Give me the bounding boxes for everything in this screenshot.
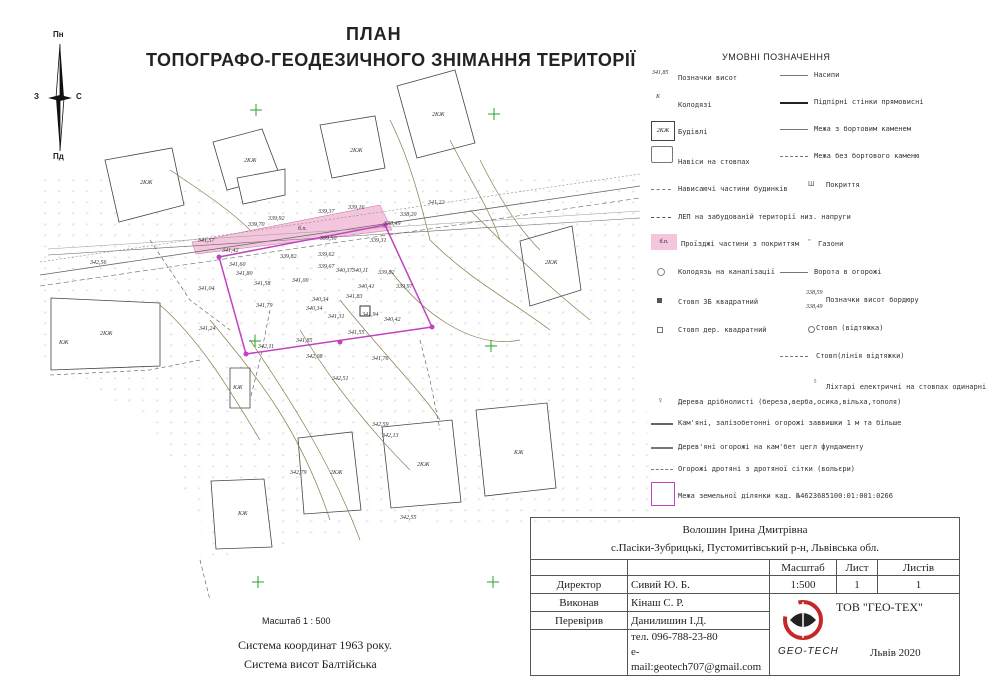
height-label: 341,04 [198,286,215,292]
height-label: 338,20 [400,212,417,218]
scale-text: Масштаб 1 : 500 [262,616,331,626]
legend-sample-wire-fence [651,469,673,470]
legend-sample: 338,49 [806,304,823,310]
legend-sample-wood-fence [651,447,673,449]
lawn-icon: " [808,238,811,247]
height-label: 341,79 [256,303,273,309]
building-label: 2КЖ [417,462,430,468]
legend-item-guy-pole: Стовп (відтяжка) [816,324,884,332]
building-label: КЖ [514,450,524,456]
height-label: 342,79 [290,470,307,476]
sheets-value: 1 [878,576,960,594]
concrete-pole-icon [657,298,662,303]
compass-north-label: Пн [53,30,64,39]
director-label: Директор [531,576,628,594]
legend-item-canopies: Навіси на стовпах [678,158,750,166]
executed-name: Кінаш С. Р. [628,594,770,612]
height-label: 340,34 [306,306,323,312]
legend-sample-parcel-boundary [651,482,675,506]
scale-value: 1:500 [770,576,837,594]
building-label: 2КЖ [140,180,153,186]
height-label: 339,82 [378,270,395,276]
legend-sample-stone-fence [651,423,673,425]
compass-east-label: С [76,92,82,101]
phone: тел. 096-788-23-80 [631,631,718,643]
city-year: Львів 2020 [870,647,921,659]
legend-sample-road: б.п. [651,234,677,250]
height-label: 342,13 [382,433,399,439]
legend-sample: К [656,94,660,100]
height-label: 339,37 [318,209,335,215]
height-label: 342,56 [90,260,107,266]
height-label: 338,49 [384,221,401,227]
height-label: 342,59 [372,422,389,428]
height-label: 340,42 [384,317,401,323]
height-label: 342,11 [258,344,275,350]
height-label: 341,31 [328,314,345,320]
title-block [530,517,960,676]
sewer-well-icon [657,268,665,276]
height-label: 341,85 [296,338,313,344]
building-label: 2КЖ [545,260,558,266]
map-title: ПЛАН [346,24,402,44]
legend-item-lawns: Газони [818,240,844,248]
height-label: 339,16 [348,205,365,211]
legend-sample-retaining-wall [780,102,808,104]
building [320,116,385,178]
checked-label: Перевірив [531,612,628,630]
height-label: 341,58 [254,281,271,287]
road-label: б.п. [298,226,308,232]
legend-sample-embankment [780,75,808,76]
height-label: 341,00 [292,278,309,284]
height-label: 341,57 [198,238,215,244]
legend-sample-no-curb [780,156,808,157]
compass-south-label: Пд [53,152,64,161]
legend-item-pavement: Покриття [826,181,860,189]
director-name: Сивий Ю. Б. [628,576,770,594]
guy-pole-icon [808,326,815,333]
building-label: 2КЖ [244,158,257,164]
legend-item-power-line: ЛЕП на забудованій території низ. напруги [678,213,851,221]
legend-item-no-curb-border: Межа без бортового каменю [814,152,920,160]
height-label: 342,51 [332,376,349,382]
legend-sample-canopy [651,146,673,163]
legend-item-paved-road: Проїзджі частини з покриттям [681,240,800,248]
scale-label: Масштаб [770,560,837,576]
legend-item-sewer-well: Колодязь на каналізації [678,268,775,276]
legend-item-parcel-boundary: Межа земельної ділянки кад. №4623685100:01:001:0266 [678,492,893,500]
email[interactable]: e-mail:geotech707@gmail.com [631,646,762,673]
legend-sample: 341,85 [652,70,669,76]
legend-item-wooden-pole: Стовп дер. квадратний [678,326,767,334]
height-label: 340,11 [352,268,369,274]
legend-sample-guy-line [780,356,808,357]
height-label: 339,82 [280,254,297,260]
height-label: 339,92 [268,216,285,222]
legend-item-guy-line: Стовп(лінія відтяжки) [816,352,905,360]
height-label: 342,55 [400,515,417,521]
address: с.Пасіки-Зубрицькі, Пустомитівський р-н, Львівська обл. [610,541,879,554]
tree-icon: ♀ [657,395,664,405]
legend-item-trees: Дерева дрібнолисті (береза,верба,осика,вільха,тополя) [678,398,902,406]
height-label: 341,22 [428,200,445,206]
sheet-label: Лист [837,560,878,576]
wooden-pole-icon [657,327,663,333]
legend-item-stone-fences: Кам'яні, залізобетонні огорожі заввишки 1 м та більше [678,419,902,427]
height-label: 341,55 [348,330,365,336]
height-label: 339,70 [248,222,265,228]
geo-tech-logo-icon [778,598,828,644]
legend-item-curb-border: Межа з бортовим каменем [814,125,911,133]
height-label: 339,67 [318,264,335,270]
height-label: 339,50 [320,236,337,242]
building-label: 2КЖ [350,148,363,154]
legend-item-concrete-pole: Стовп ЗБ квадратний [678,298,759,306]
legend-sample: 338,59 [806,290,823,296]
building-label: 2КЖ [330,470,343,476]
legend-item-fence-gate: Ворота в огорожі [814,268,882,276]
legend-item-overhangs: Нависаючі частини будинків [678,185,788,193]
height-system-text: Система висот Балтійська [244,657,377,671]
street-lamp-icon: ♁ [812,376,818,385]
height-label: 340,34 [312,297,329,303]
height-label: 342,08 [306,354,323,360]
height-label: 339,31 [370,238,387,244]
legend-sample-gate [780,272,808,273]
building-label: КЖ [59,340,69,346]
sheet-value: 1 [837,576,878,594]
executed-label: Виконав [531,594,628,612]
height-label: 340,41 [358,284,375,290]
owner-name: Волошин Ірина Дмитрівна [682,523,808,536]
legend-sample-overhang [651,189,671,190]
height-label: 341,83 [346,294,363,300]
legend-sample-building: 2КЖ [651,121,675,141]
legend-item-wire-fences: Огорожі дротяні з дротяної сітки (вольєри) [678,465,856,473]
height-label: 341,94 [362,312,379,318]
map-subtitle: ТОПОГРАФО-ГЕОДЕЗИЧНОГО ЗНІМАННЯ ТЕРИТОРІЇ [146,50,636,70]
height-label: 339,97 [396,284,413,290]
legend-sample-power-line [651,217,671,218]
height-label: 341,24 [199,326,216,332]
height-label: 341,42 [222,248,239,254]
sheets-label: Листів [878,560,960,576]
checked-name: Данилишин І.Д. [628,612,770,630]
building-label: КЖ [233,385,243,391]
legend-item-embankment: Насипи [814,71,840,79]
legend-sample-curb [780,129,808,130]
legend-item-buildings: Будівлі [678,128,708,136]
logo-text: GEO-TECH [778,646,839,657]
compass-west-label: З [34,92,40,101]
company-name: ТОВ "ГЕО-ТЕХ" [836,600,923,614]
legend-title: УМОВНІ ПОЗНАЧЕННЯ [722,52,831,62]
legend-item-wells: Колодязі [678,101,712,109]
legend-item-retaining-wall: Підпірні стінки прямовисні [814,98,924,106]
coordinate-system-text: Система координат 1963 року. [238,638,392,652]
legend-item-wooden-fences: Дерев'яні огорожі на кам'бет цегл фундаменту [678,443,864,451]
pavement-icon: Ш [808,181,815,188]
building-label: 2КЖ [432,112,445,118]
height-label: 340,37 [336,268,353,274]
building-label: 2КЖ [100,331,113,337]
height-label: 341,76 [372,356,389,362]
legend-item-curb-heights: Позначки висот бордюру [826,296,919,304]
legend-item-height-marks: Позначки висот [678,74,738,82]
height-label: 341,60 [229,262,246,268]
height-label: 339,62 [318,252,335,258]
height-label: 341,80 [236,271,253,277]
building-label: КЖ [238,511,248,517]
legend-item-street-lamps: Ліхтарі електричні на стовпах одинарні [826,383,987,391]
